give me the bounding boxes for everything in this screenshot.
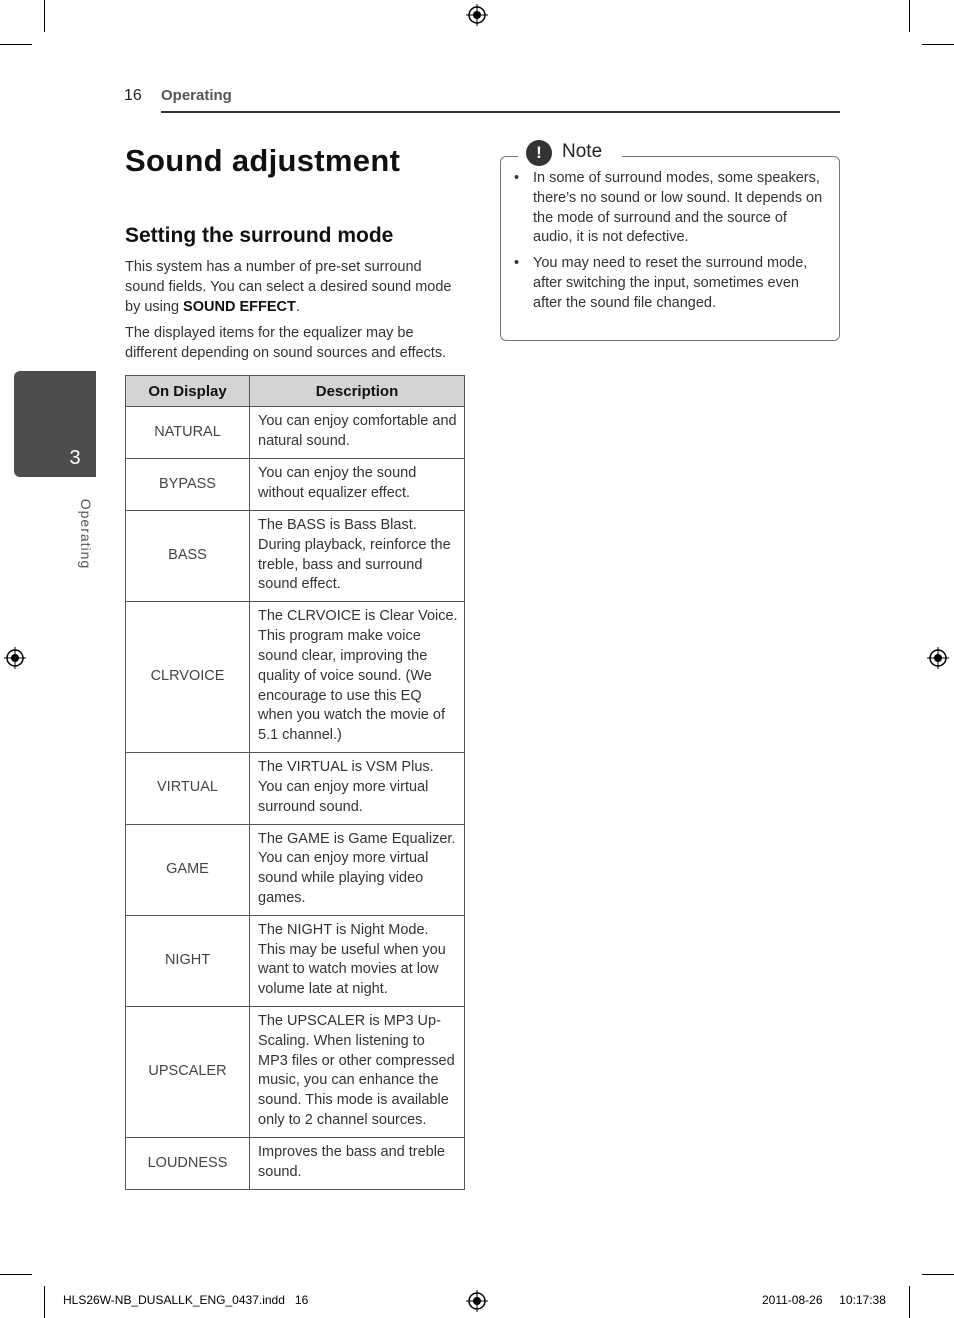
display-cell: LOUDNESS — [126, 1137, 250, 1189]
table-row — [126, 753, 465, 824]
surround-mode-table — [125, 375, 465, 1190]
note-title: Note — [562, 141, 603, 162]
description-cell: You can enjoy the sound without equalizer effect. — [250, 459, 465, 511]
section-name: Operating — [161, 87, 232, 104]
description-cell: The GAME is Game Equalizer. You can enjoy more virtual sound while playing video games. — [250, 824, 465, 915]
description-cell: You can enjoy comfortable and natural sound. — [250, 407, 465, 459]
registration-mark-icon — [927, 647, 949, 669]
description-cell: The NIGHT is Night Mode. This may be useful when you want to watch movies at low volume late at night. — [250, 915, 465, 1006]
footer-file-info: HLS26W-NB_DUSALLK_ENG_0437.indd 16 — [63, 1293, 309, 1307]
display-cell: NATURAL — [126, 407, 250, 459]
chapter-number: 3 — [69, 447, 81, 469]
crop-mark — [922, 44, 954, 45]
intro-text: This system has a number of pre-set surround sound fields. You can select a desired sound mode by using — [125, 259, 452, 315]
crop-mark — [0, 44, 32, 45]
note-list — [514, 169, 826, 320]
chapter-label: Operating — [78, 498, 94, 570]
table-header-row — [126, 376, 465, 407]
table-row — [126, 824, 465, 915]
crop-mark — [922, 1274, 954, 1275]
table-row — [126, 511, 465, 602]
description-cell: The CLRVOICE is Clear Voice. This program make voice sound clear, improving the quality of voice sound. (We encourage to use this EQ when you watch the movie of 5.1 channel.) — [250, 602, 465, 753]
exclamation-icon: ! — [526, 140, 552, 166]
page-title: Sound adjustment — [125, 143, 401, 178]
display-cell: VIRTUAL — [126, 753, 250, 824]
crop-mark — [909, 1286, 910, 1318]
description-cell: Improves the bass and treble sound. — [250, 1137, 465, 1189]
description-cell: The VIRTUAL is VSM Plus. You can enjoy more virtual surround sound. — [250, 753, 465, 824]
table-row — [126, 602, 465, 753]
crop-mark — [909, 0, 910, 32]
crop-mark — [44, 1286, 45, 1318]
table-row — [126, 1006, 465, 1137]
registration-mark-icon — [466, 4, 488, 26]
display-cell: CLRVOICE — [126, 602, 250, 753]
button-name-sound-effect: SOUND EFFECT — [183, 299, 296, 315]
crop-mark — [0, 1274, 32, 1275]
description-cell: The UPSCALER is MP3 Up-Scaling. When listening to MP3 files or other compressed music, you can enhance the sound. This mode is available only to 2 channel sources. — [250, 1006, 465, 1137]
display-cell: BYPASS — [126, 459, 250, 511]
section-heading: Setting the surround mode — [125, 224, 394, 247]
note-item: • You may need to reset the surround mode, after switching the input, sometimes even after the sound file changed. — [514, 254, 826, 313]
display-cell: UPSCALER — [126, 1006, 250, 1137]
table-row — [126, 459, 465, 511]
table-row — [126, 1137, 465, 1189]
display-cell: GAME — [126, 824, 250, 915]
table-row — [126, 407, 465, 459]
table-row — [126, 915, 465, 1006]
intro-text-end: . — [295, 299, 300, 315]
description-cell: The BASS is Bass Blast. During playback, reinforce the treble, bass and surround sound effect. — [250, 511, 465, 602]
note-item: • In some of surround modes, some speakers, there’s no sound or low sound. It depends on the mode of surround and the source of audio, it is not defective. — [514, 169, 826, 248]
intro-paragraph-1 — [125, 257, 465, 317]
column-header-display: On Display — [126, 376, 250, 407]
display-cell: NIGHT — [126, 915, 250, 1006]
display-cell: BASS — [126, 511, 250, 602]
column-header-description: Description — [250, 376, 465, 407]
page-number: 16 — [124, 87, 142, 104]
header-rule — [161, 111, 840, 113]
registration-mark-icon — [466, 1290, 488, 1312]
registration-mark-icon — [4, 647, 26, 669]
intro-paragraph-2: The displayed items for the equalizer may be different depending on sound sources and effects. — [125, 325, 447, 361]
crop-mark — [44, 0, 45, 32]
footer-timestamp: 2011-08-26 10:17:38 — [762, 1293, 886, 1307]
